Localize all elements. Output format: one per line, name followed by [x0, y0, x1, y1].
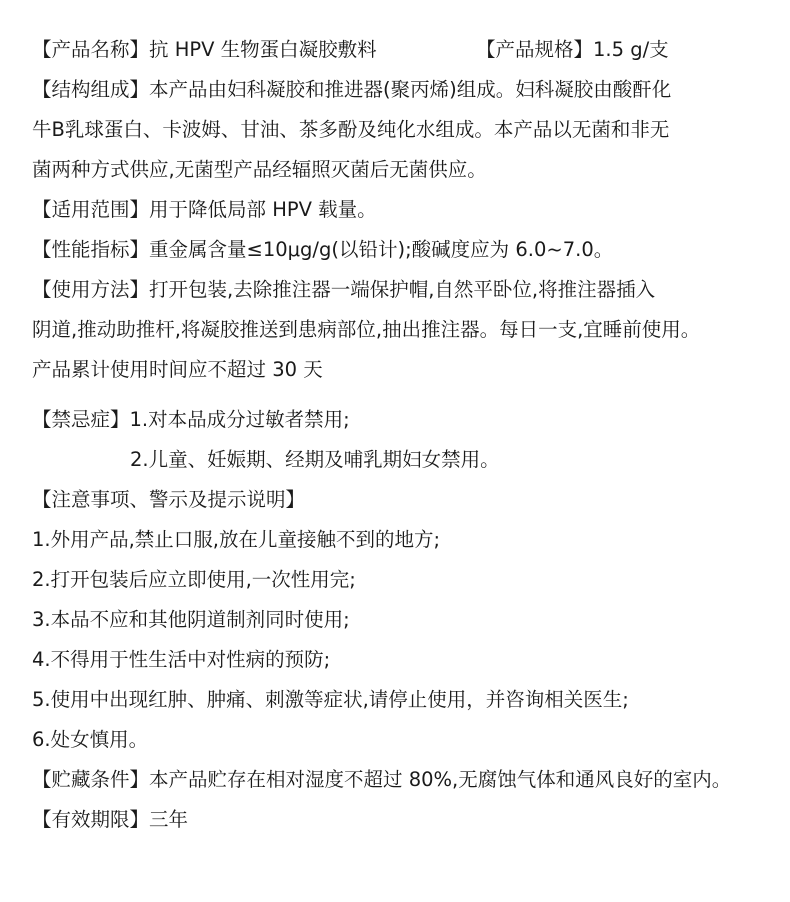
product-name: 【产品名称】抗 HPV 生物蛋白凝胶敷料: [32, 38, 377, 61]
product-spec: 【产品规格】1.5 g/支: [476, 38, 669, 61]
precaution-item-5: 5.使用中出现红肿、肿痛、刺激等症状,请停止使用，并咨询相关医生;: [32, 688, 629, 711]
precaution-item-1: 1.外用产品,禁止口服,放在儿童接触不到的地方;: [32, 528, 441, 551]
precautions-title: 【注意事项、警示及提示说明】: [32, 488, 306, 511]
precaution-item-4: 4.不得用于性生活中对性病的预防;: [32, 648, 331, 671]
precaution-item-6: 6.处女慎用。: [32, 728, 149, 751]
contraindication-line-1: 【禁忌症】1.对本品成分过敏者禁用;: [32, 408, 350, 431]
usage-line-3: 产品累计使用时间应不超过 30 天: [32, 358, 323, 381]
usage-line-2: 阴道,推动助推杆,将凝胶推送到患病部位,抽出推注器。每日一支,宜睡前使用。: [32, 318, 701, 341]
contraindication-line-2: 2.儿童、妊娠期、经期及哺乳期妇女禁用。: [130, 448, 500, 471]
usage-line-1: 【使用方法】打开包装,去除推注器一端保护帽,自然平卧位,将推注器插入: [32, 278, 656, 301]
precaution-item-3: 3.本品不应和其他阴道制剂同时使用;: [32, 608, 350, 631]
instruction-document: [32, 30, 782, 840]
scope-line: 【适用范围】用于降低局部 HPV 载量。: [32, 198, 377, 221]
validity-line: 【有效期限】三年: [32, 808, 189, 831]
product-name-row: [32, 30, 782, 70]
composition-line-1: 【结构组成】本产品由妇科凝胶和推进器(聚丙烯)组成。妇科凝胶由酸酐化: [32, 78, 672, 101]
performance-line: 【性能指标】重金属含量≤10μg/g(以铅计);酸碱度应为 6.0~7.0。: [32, 238, 614, 261]
storage-line: 【贮藏条件】本产品贮存在相对湿度不超过 80%,无腐蚀气体和通风良好的室内。: [32, 768, 732, 791]
composition-line-3: 菌两种方式供应,无菌型产品经辐照灭菌后无菌供应。: [32, 158, 487, 181]
composition-line-2: 牛B乳球蛋白、卡波姆、甘油、茶多酚及纯化水组成。本产品以无菌和非无: [32, 118, 670, 141]
section-gap: [32, 390, 782, 400]
precaution-item-2: 2.打开包装后应立即使用,一次性用完;: [32, 568, 356, 591]
